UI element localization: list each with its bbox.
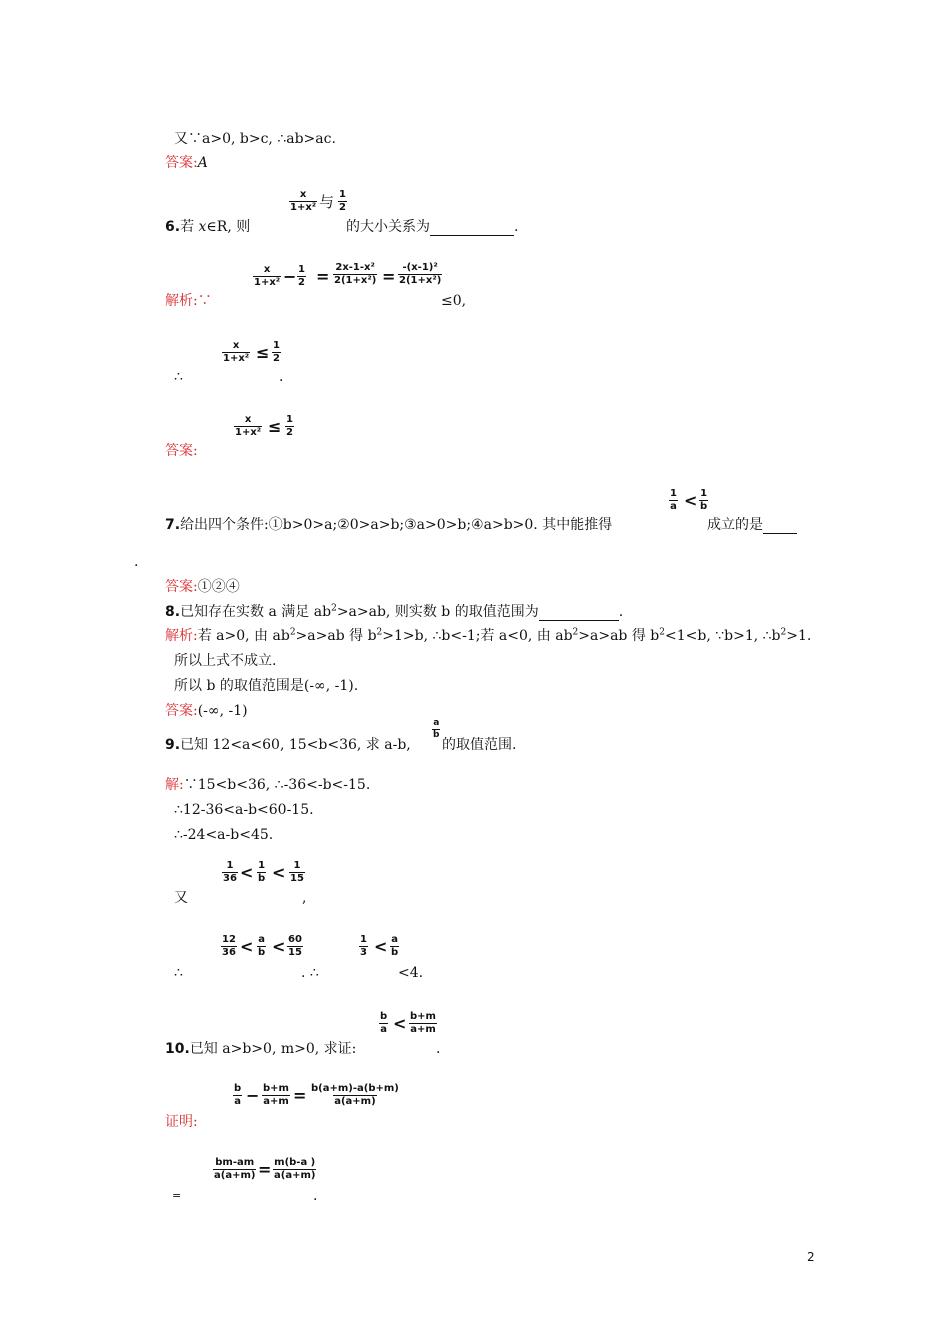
minus-sign: − [246, 1086, 260, 1105]
sol9-mid: . ∴ [301, 965, 319, 981]
therefore-line: ∴ [174, 965, 183, 981]
answer-6: 答案: [165, 443, 198, 459]
less-than-sign: < [272, 863, 286, 882]
question-7: 7.给出四个条件:①b>0>a;②0>a>b;③a>0>b;④a>b>0. 其中能推得 [165, 517, 613, 533]
solution-9-line-1: 解:∵15<b<36, ∴-36<-b<-15. [165, 777, 371, 793]
solution-6-line: 解析:∵ [165, 293, 212, 309]
fraction-1-over-b: 1 b [700, 488, 708, 512]
leq-sign: ≤ [256, 343, 270, 362]
fraction-1-over-2: 1 2 [339, 189, 346, 213]
answer-5: 答案:A [165, 155, 208, 171]
solution-6-tail: ≤0, [441, 293, 467, 309]
fraction-a-over-b: a b [258, 934, 266, 958]
equals-sign: = [293, 1086, 307, 1105]
fraction-b-over-a: b a [234, 1083, 242, 1107]
fraction-x-over-1px2: x 1+x² [223, 340, 250, 364]
fraction-1-over-2: 1 2 [286, 414, 293, 438]
therefore-line: ∴ [174, 369, 183, 385]
less-than-sign: < [684, 491, 698, 510]
less-than-sign: < [240, 863, 254, 882]
fraction-12-over-36: 12 36 [222, 934, 236, 958]
text-line-1: 又∵a>0, b>c, ∴ab>ac. [174, 131, 336, 147]
question-8: 8.已知存在实数 a 满足 $ab^2>a>ab$, 则实数 b 的取值范围为 . [165, 603, 624, 620]
fraction-x-over-1px2: x 1+x² [254, 264, 281, 288]
fraction-1-over-15: 1 15 [290, 860, 304, 884]
fraction-b-over-a: b a [380, 1011, 388, 1035]
question-9: 9.已知 12<a<60, 15<b<36, 求 a-b, [165, 737, 411, 753]
fraction-1-over-2: 1 2 [298, 264, 305, 288]
less-than-sign: < [272, 937, 286, 956]
question-6: 6.若 x∈R, 则 [165, 219, 251, 235]
less-than-sign: < [240, 937, 254, 956]
fraction-1-over-2: 1 2 [273, 340, 280, 364]
minus-sign: − [283, 267, 297, 286]
fraction-a-over-b: a b [433, 718, 440, 740]
solution-8: 解析:若 a>0, 由 $ab^2>a>ab$ 得 $b^2>1>b$, ∴b<-1;若 a<0, 由 $ab^2>a>ab$ 得 $b^2<1<b$, ∵b>1, $\therefore b^2>1$. [165, 627, 812, 644]
fraction-bm-over-am: b+m a+m [263, 1083, 289, 1107]
fraction-1-over-3: 1 3 [360, 934, 367, 958]
sol9-you: 又 [174, 890, 188, 906]
equals-sign: = [382, 267, 396, 286]
fraction-1-over-a: 1 a [670, 488, 677, 512]
answer-label: 答案: [165, 155, 198, 171]
fraction-2x-1-x2-over-2-1px2: 2x-1-x² 2(1+x²) [334, 262, 377, 286]
equals-sign: = [258, 1160, 272, 1179]
comma: , [302, 890, 307, 906]
solution-8-line-2: 所以上式不成立. [174, 653, 277, 669]
fraction-a-over-b: a b [391, 934, 399, 958]
fraction-proof-step-1: b(a+m)-a(b+m) a(a+m) [311, 1083, 399, 1107]
fraction-neg-x-1-sq-over-2-1px2: -(x-1)² 2(1+x²) [399, 262, 442, 286]
question-7-tail: 成立的是 [707, 516, 797, 534]
fraction-60-over-15: 60 15 [288, 934, 302, 958]
fraction-bm-over-am: b+m a+m [410, 1011, 436, 1035]
fraction-x-over-1px2: x 1+x² [290, 189, 317, 213]
sol9-tail: <4. [398, 965, 424, 981]
fraction-m-b-a-over-a-am: m(b-a ) a(a+m) [274, 1157, 316, 1181]
period: . [313, 1188, 318, 1204]
solution-8-line-3: 所以 b 的取值范围是(-∞, -1). [174, 678, 359, 694]
answer-blank [539, 606, 619, 621]
fraction-x-over-1px2: x 1+x² [235, 414, 262, 438]
stray-dot: . [134, 554, 139, 570]
question-9-tail: 的取值范围. [442, 737, 517, 753]
leq-sign: ≤ [268, 417, 282, 436]
answer-8: 答案:(-∞, -1) [165, 703, 248, 719]
solution-9-line-3: ∴-24<a-b<45. [174, 827, 274, 843]
equals-line: = [172, 1189, 182, 1202]
answer-blank [430, 221, 514, 236]
period: . [279, 369, 284, 385]
question-6-tail: 的大小关系为 . [346, 219, 519, 235]
fraction-1-over-36: 1 36 [223, 860, 237, 884]
solution-9-line-2: ∴12-36<a-b<60-15. [174, 802, 314, 818]
equals-sign: = [316, 267, 330, 286]
answer-blank [763, 519, 797, 534]
fraction-1-over-b: 1 b [258, 860, 266, 884]
answer-7: 答案:①②④ [165, 579, 240, 595]
fraction-bm-am-over-a-am: bm-am a(a+m) [214, 1157, 256, 1181]
page-number: 2 [807, 1250, 815, 1264]
yu-glyph: 与 [319, 193, 335, 211]
less-than-sign: < [393, 1014, 407, 1033]
less-than-sign: < [374, 937, 388, 956]
proof-label-line: 证明: [165, 1114, 198, 1130]
period: . [436, 1041, 441, 1057]
question-10: 10.已知 a>b>0, m>0, 求证: [165, 1041, 357, 1057]
